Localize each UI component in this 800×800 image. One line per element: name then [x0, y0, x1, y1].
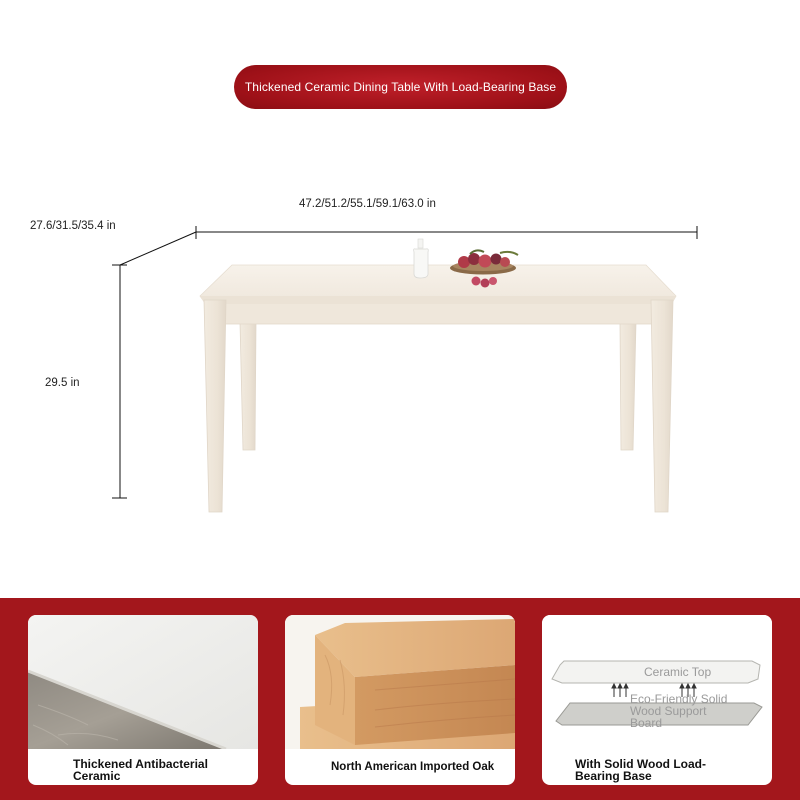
table-leg-back-left: [240, 322, 256, 450]
ceramic-photo: [28, 615, 258, 749]
feature-card-base: [542, 615, 772, 785]
height-dimension-line: [112, 265, 127, 498]
table-leg-back-right: [620, 322, 636, 450]
feature-caption: Thickened Antibacterial Ceramic: [73, 757, 208, 783]
product-title: Thickened Ceramic Dining Table With Load-Bearing Base: [244, 80, 557, 94]
feature-caption: With Solid Wood Load-Bearing Base: [575, 757, 706, 783]
depth-dimension-line: [120, 232, 196, 265]
oak-photo: [285, 615, 515, 749]
layer-diagram: [542, 615, 772, 749]
ceramic-top-label: Ceramic Top: [644, 665, 712, 679]
table-leg-front-left: [204, 300, 226, 512]
table-leg-front-right: [651, 300, 673, 512]
feature-card-oak: [285, 615, 515, 785]
height-label: 29.5 in: [45, 377, 80, 389]
depth-label: 27.6/31.5/35.4 in: [30, 220, 116, 232]
feature-card-ceramic: [28, 615, 258, 785]
vase: [414, 239, 429, 278]
length-label: 47.2/51.2/55.1/59.1/63.0 in: [299, 198, 436, 210]
length-dimension-line: [196, 226, 697, 239]
feature-caption: North American Imported Oak: [331, 761, 495, 773]
support-board-label: Eco-Friendly Solid Wood Support Board: [630, 692, 728, 730]
